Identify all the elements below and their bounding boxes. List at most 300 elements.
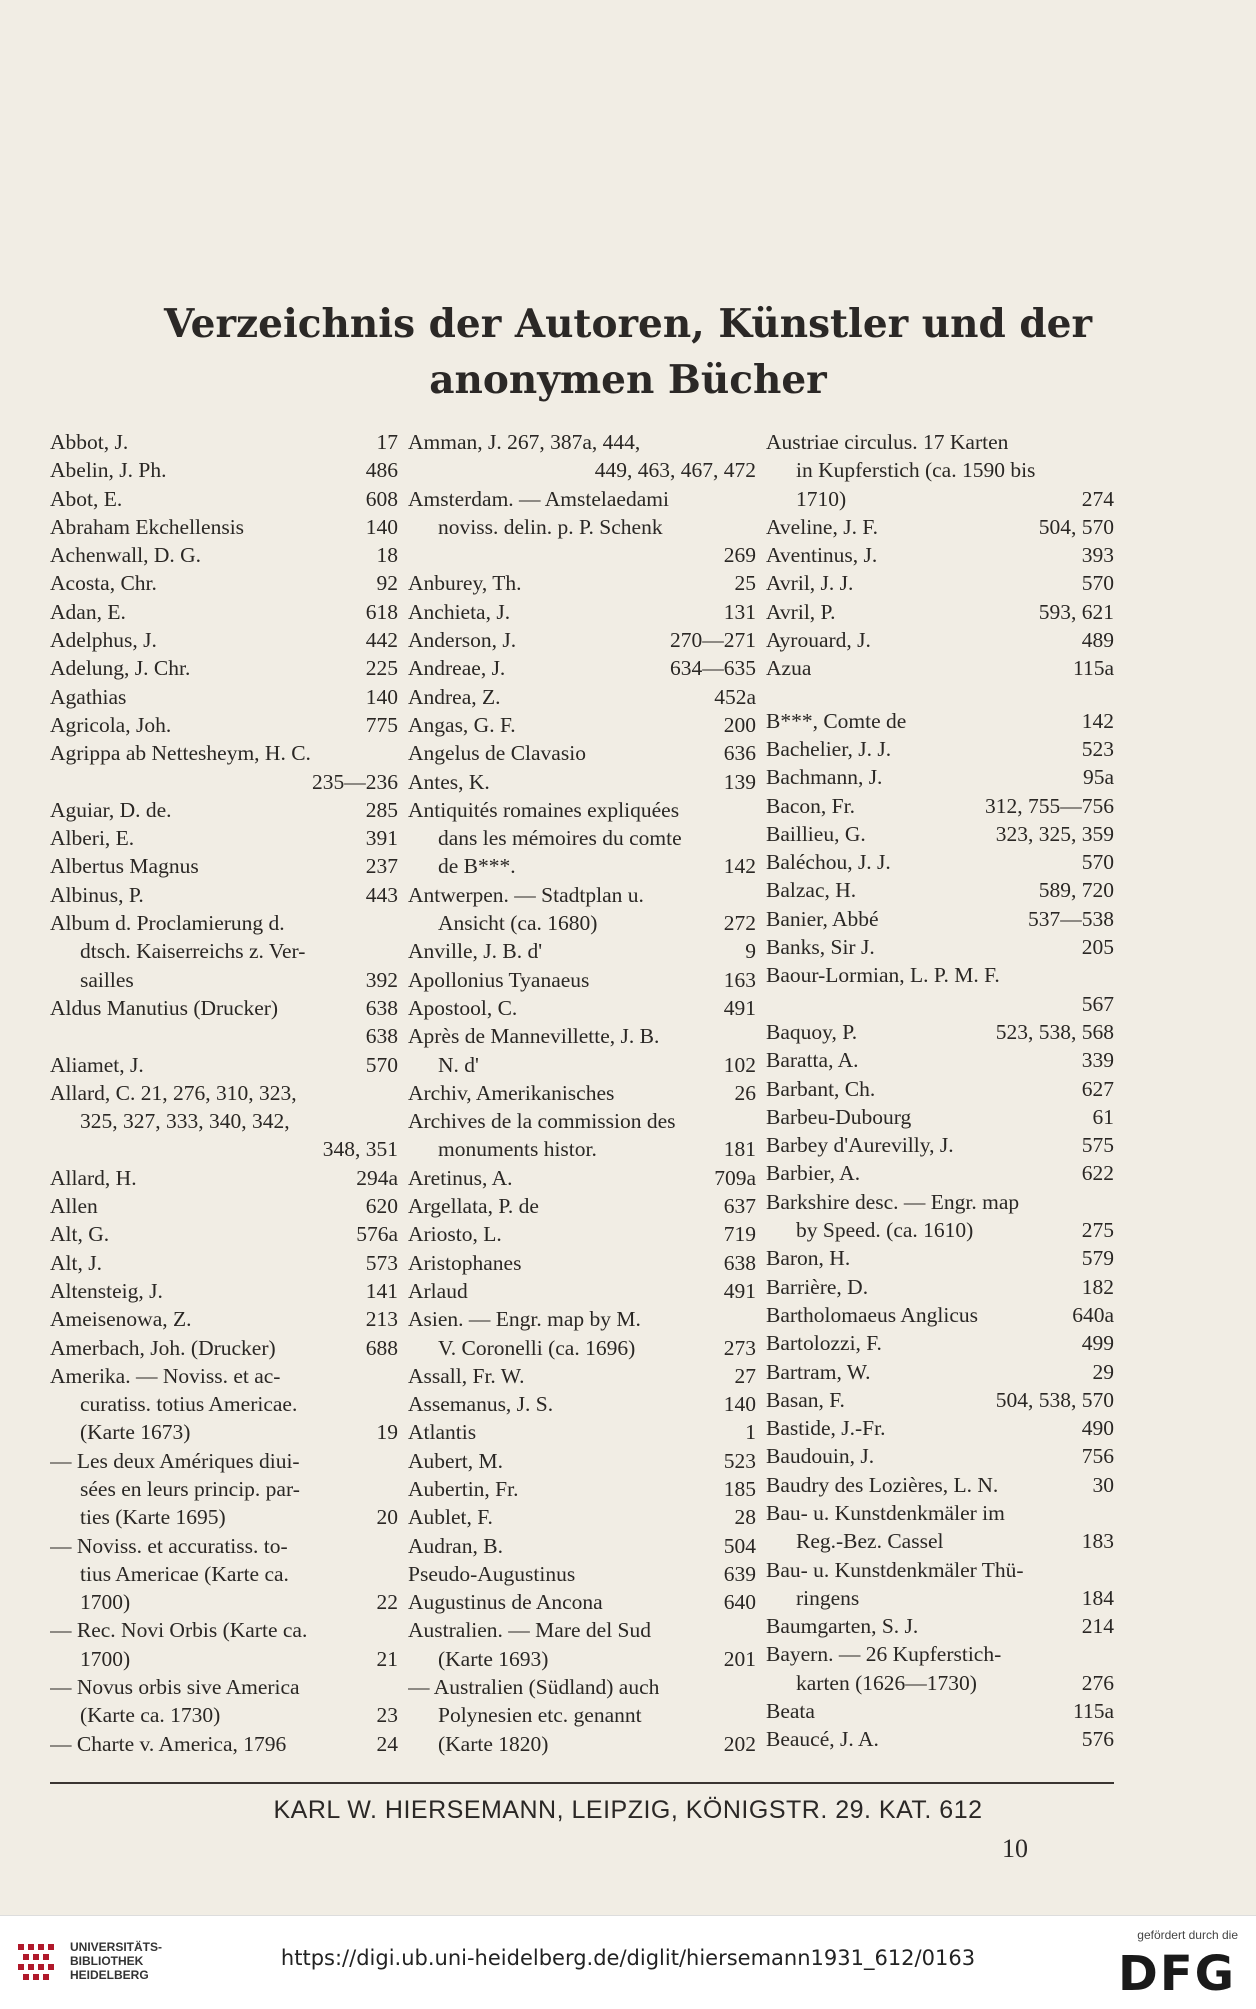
entry-page-ref: 573 xyxy=(365,1250,398,1275)
index-entry xyxy=(766,1471,1114,1499)
entry-page-ref: 312, 755—756 xyxy=(985,793,1114,818)
entry-name: Asien. — Engr. map by M. xyxy=(408,1307,641,1332)
entry-name: Baléchou, J. J. xyxy=(766,850,891,875)
entry-page-ref: 142 xyxy=(1081,708,1114,733)
index-entry xyxy=(766,792,1114,820)
entry-name: Barbey d'Aurevilly, J. xyxy=(766,1133,954,1158)
entry-name: ringens xyxy=(796,1585,860,1610)
entry-name: Anburey, Th. xyxy=(408,571,522,596)
index-entry xyxy=(408,1334,756,1362)
index-column-1 xyxy=(50,428,398,1756)
entry-name: Avril, J. J. xyxy=(766,571,854,596)
entry-page-ref: 575 xyxy=(1081,1133,1114,1158)
index-entry xyxy=(50,966,398,994)
index-entry xyxy=(766,1018,1114,1046)
entry-name: Aldus Manutius (Drucker) xyxy=(50,995,279,1020)
entry-name: Ariosto, L. xyxy=(408,1222,502,1247)
index-entry xyxy=(50,1447,398,1475)
index-entry xyxy=(408,1079,756,1107)
index-entry xyxy=(50,1192,398,1220)
entry-name: Album d. Proclamierung d. xyxy=(50,911,285,936)
index-entry xyxy=(766,1358,1114,1386)
index-entry xyxy=(408,456,756,484)
entry-page-ref: 294a xyxy=(356,1165,398,1190)
index-entry xyxy=(408,1277,756,1305)
entry-page-ref: 270—271 xyxy=(670,628,756,653)
entry-page-ref: 140 xyxy=(365,514,398,539)
entry-page-ref: 756 xyxy=(1081,1444,1114,1469)
index-entry xyxy=(50,1362,398,1390)
entry-page-ref: 523 xyxy=(723,1448,756,1473)
entry-page-ref: 640 xyxy=(723,1590,756,1615)
entry-name: 1710) xyxy=(796,486,847,511)
entry-page-ref: 201 xyxy=(723,1646,756,1671)
index-entry xyxy=(766,1669,1114,1697)
entry-page-ref: 30 xyxy=(1092,1472,1114,1497)
entry-name: Abraham Ekchellensis xyxy=(50,514,245,539)
index-entry xyxy=(766,735,1114,763)
title-line-1: Verzeichnis der Autoren, Künstler und der xyxy=(163,301,1092,347)
entry-name: Polynesien etc. genannt xyxy=(438,1703,642,1728)
index-entry xyxy=(766,1499,1114,1527)
entry-page-ref: 25 xyxy=(734,571,756,596)
entry-name: Antes, K. xyxy=(408,769,490,794)
entry-name: Archives de la commission des xyxy=(408,1109,676,1134)
entry-page-ref: 21 xyxy=(376,1646,398,1671)
entry-name: — Les deux Amériques diui- xyxy=(50,1448,300,1473)
entry-page-ref: 205 xyxy=(1081,935,1114,960)
index-entry xyxy=(50,824,398,852)
entry-page-ref: 185 xyxy=(723,1476,756,1501)
entry-name: Adelung, J. Chr. xyxy=(50,656,191,681)
entry-name: Alt, G. xyxy=(50,1222,110,1247)
entry-name: Avril, P. xyxy=(766,599,836,624)
index-entry xyxy=(50,796,398,824)
index-entry xyxy=(408,683,756,711)
entry-page-ref: 269 xyxy=(723,543,756,568)
index-entry xyxy=(50,1277,398,1305)
entry-page-ref: 115a xyxy=(1073,656,1114,681)
index-entry xyxy=(50,513,398,541)
entry-name: Aublet, F. xyxy=(408,1505,493,1530)
index-entry xyxy=(766,1188,1114,1216)
index-entry xyxy=(50,485,398,513)
entry-page-ref: 449, 463, 467, 472 xyxy=(594,458,756,483)
index-entry xyxy=(766,876,1114,904)
index-entry xyxy=(766,1103,1114,1131)
index-entry xyxy=(408,711,756,739)
entry-page-ref: 576 xyxy=(1081,1727,1114,1752)
index-entry xyxy=(408,824,756,852)
index-entry xyxy=(50,994,398,1022)
page-number: 10 xyxy=(1002,1834,1028,1863)
entry-name: Bastide, J.-Fr. xyxy=(766,1416,886,1441)
entry-page-ref: 142 xyxy=(723,854,756,879)
entry-name: (Karte ca. 1730) xyxy=(80,1703,221,1728)
index-entry xyxy=(766,654,1114,682)
entry-name: Atlantis xyxy=(408,1420,477,1445)
index-entry xyxy=(50,1616,398,1644)
entry-page-ref: 622 xyxy=(1081,1161,1114,1186)
entry-name: — Charte v. America, 1796 xyxy=(50,1731,287,1756)
entry-name: Altensteig, J. xyxy=(50,1278,163,1303)
entry-name: Aventinus, J. xyxy=(766,543,878,568)
entry-page-ref: 489 xyxy=(1081,628,1114,653)
entry-name: Baquoy, P. xyxy=(766,1019,858,1044)
entry-name: Banier, Abbé xyxy=(766,906,879,931)
index-entry xyxy=(50,1532,398,1560)
entry-name: Reg.-Bez. Cassel xyxy=(796,1529,944,1554)
index-entry xyxy=(408,1645,756,1673)
index-entry xyxy=(408,881,756,909)
index-entry xyxy=(50,1051,398,1079)
entry-page-ref: 537—538 xyxy=(1028,906,1114,931)
entry-page-ref: 163 xyxy=(723,967,756,992)
entry-page-ref: 131 xyxy=(723,599,756,624)
entry-page-ref: 213 xyxy=(365,1307,398,1332)
entry-name: Andreae, J. xyxy=(408,656,506,681)
entry-page-ref: 523, 538, 568 xyxy=(995,1019,1114,1044)
entry-page-ref: 275 xyxy=(1081,1218,1114,1243)
entry-page-ref: 638 xyxy=(723,1250,756,1275)
entry-page-ref: 570 xyxy=(1081,850,1114,875)
index-entry xyxy=(766,1273,1114,1301)
index-entry xyxy=(50,1475,398,1503)
entry-name: V. Coronelli (ca. 1696) xyxy=(438,1335,636,1360)
entry-page-ref: 323, 325, 359 xyxy=(995,821,1114,846)
entry-page-ref: 570 xyxy=(1081,571,1114,596)
entry-name: Ayrouard, J. xyxy=(766,628,871,653)
entry-page-ref: 276 xyxy=(1081,1670,1114,1695)
entry-name: Agathias xyxy=(50,684,127,709)
dfg-caption: gefördert durch die xyxy=(1137,1928,1238,1942)
index-entry xyxy=(408,937,756,965)
index-entry xyxy=(50,683,398,711)
entry-name: sées en leurs princip. par- xyxy=(80,1476,300,1501)
index-entry xyxy=(766,456,1114,484)
entry-name: (Karte 1673) xyxy=(80,1420,191,1445)
entry-name: Audran, B. xyxy=(408,1533,503,1558)
index-entry xyxy=(408,1135,756,1163)
entry-name: Assall, Fr. W. xyxy=(408,1363,525,1388)
entry-page-ref: 486 xyxy=(365,458,398,483)
entry-name: Albertus Magnus xyxy=(50,854,199,879)
entry-page-ref: 442 xyxy=(365,628,398,653)
entry-name: Anchieta, J. xyxy=(408,599,511,624)
entry-page-ref: 237 xyxy=(365,854,398,879)
entry-page-ref: 392 xyxy=(365,967,398,992)
index-entry xyxy=(50,852,398,880)
entry-page-ref: 235—236 xyxy=(312,769,398,794)
index-entry xyxy=(766,1301,1114,1329)
entry-page-ref: 17 xyxy=(376,430,398,454)
entry-name: — Australien (Südland) auch xyxy=(408,1675,660,1700)
entry-name: Basan, F. xyxy=(766,1387,845,1412)
entry-page-ref: 115a xyxy=(1073,1699,1114,1724)
index-entry xyxy=(408,1362,756,1390)
entry-page-ref: 638 xyxy=(365,995,398,1020)
entry-name: Baumgarten, S. J. xyxy=(766,1614,919,1639)
entry-page-ref: 182 xyxy=(1081,1274,1114,1299)
index-columns xyxy=(50,428,1114,1756)
index-entry xyxy=(766,848,1114,876)
entry-name: Bau- u. Kunstdenkmäler Thü- xyxy=(766,1557,1024,1582)
index-entry xyxy=(408,1503,756,1531)
entry-name: Allard, C. 21, 276, 310, 323, xyxy=(50,1080,297,1105)
index-entry xyxy=(50,1022,398,1050)
index-entry xyxy=(766,1131,1114,1159)
dfg-logo: DFG xyxy=(1117,1946,1236,2002)
index-entry xyxy=(50,1560,398,1588)
index-entry xyxy=(766,1442,1114,1470)
entry-name: by Speed. (ca. 1610) xyxy=(796,1218,974,1243)
index-entry xyxy=(50,1079,398,1107)
index-entry xyxy=(408,1673,756,1701)
entry-page-ref: 709a xyxy=(714,1165,756,1190)
index-entry xyxy=(50,909,398,937)
entry-name: Amerika. — Noviss. et ac- xyxy=(50,1363,281,1388)
entry-page-ref: 19 xyxy=(376,1420,398,1445)
entry-name: de B***. xyxy=(438,854,516,879)
entry-name: Albinus, P. xyxy=(50,882,144,907)
entry-name: 1700) xyxy=(80,1590,131,1615)
entry-page-ref: 589, 720 xyxy=(1038,878,1114,903)
entry-name: Antwerpen. — Stadtplan u. xyxy=(408,882,644,907)
entry-page-ref: 634—635 xyxy=(670,656,756,681)
index-entry xyxy=(408,654,756,682)
index-entry xyxy=(766,1386,1114,1414)
entry-page-ref: 200 xyxy=(723,712,756,737)
entry-page-ref: 593, 621 xyxy=(1038,599,1114,624)
index-entry xyxy=(50,654,398,682)
index-entry xyxy=(408,1164,756,1192)
entry-name: Baratta, A. xyxy=(766,1048,859,1073)
entry-name: Bartholomaeus Anglicus xyxy=(766,1302,978,1327)
entry-page-ref: 27 xyxy=(734,1363,756,1388)
title-line-2: anonymen Bücher xyxy=(429,357,827,403)
ub-line-3: HEIDELBERG xyxy=(70,1968,149,1982)
entry-name: Beaucé, J. A. xyxy=(766,1727,879,1752)
entry-page-ref: 775 xyxy=(365,712,398,737)
entry-page-ref: 504, 570 xyxy=(1038,514,1114,539)
entry-page-ref: 688 xyxy=(365,1335,398,1360)
entry-page-ref: 639 xyxy=(723,1561,756,1586)
entry-name: Adan, E. xyxy=(50,599,126,624)
entry-page-ref: 140 xyxy=(723,1392,756,1417)
entry-page-ref: 225 xyxy=(365,656,398,681)
entry-page-ref: 285 xyxy=(365,797,398,822)
entry-name: — Rec. Novi Orbis (Karte ca. xyxy=(50,1618,308,1643)
entry-page-ref: 579 xyxy=(1081,1246,1114,1271)
entry-name: in Kupferstich (ca. 1590 bis xyxy=(796,458,1036,483)
index-entry xyxy=(50,456,398,484)
entry-page-ref: 9 xyxy=(745,939,756,964)
index-entry xyxy=(766,1697,1114,1725)
entry-name: — Novus orbis sive America xyxy=(50,1675,300,1700)
entry-name: Ameisenowa, Z. xyxy=(50,1307,192,1332)
entry-page-ref: 28 xyxy=(734,1505,756,1530)
index-entry xyxy=(50,937,398,965)
entry-name: N. d' xyxy=(438,1052,479,1077)
permalink-url[interactable]: https://digi.ub.uni-heidelberg.de/diglit/hiersemann1931_612/0163 xyxy=(280,1946,976,1970)
entry-name: Bayern. — 26 Kupferstich- xyxy=(766,1642,1002,1667)
index-entry xyxy=(50,569,398,597)
entry-name: karten (1626—1730) xyxy=(796,1670,977,1695)
entry-name: Angas, G. F. xyxy=(408,712,516,737)
entry-name: Apostool, C. xyxy=(408,995,518,1020)
entry-page-ref: 443 xyxy=(365,882,398,907)
index-entry xyxy=(50,1588,398,1616)
index-entry xyxy=(408,1220,756,1248)
index-entry xyxy=(408,1051,756,1079)
entry-page-ref: 183 xyxy=(1081,1529,1114,1554)
entry-name: Agrippa ab Nettesheym, H. C. xyxy=(50,741,311,766)
index-entry xyxy=(408,1730,756,1758)
entry-name: Austriae circulus. 17 Karten xyxy=(766,430,1009,454)
entry-name: dtsch. Kaiserreichs z. Ver- xyxy=(80,939,306,964)
entry-page-ref: 499 xyxy=(1081,1331,1114,1356)
index-entry xyxy=(50,1249,398,1277)
entry-page-ref: 18 xyxy=(376,543,398,568)
entry-name: Australien. — Mare del Sud xyxy=(408,1618,652,1643)
index-entry xyxy=(50,768,398,796)
entry-name: curatiss. totius Americae. xyxy=(80,1392,298,1417)
entry-name: Amsterdam. — Amstelaedami xyxy=(408,486,669,511)
index-entry xyxy=(766,707,1114,735)
entry-name: Azua xyxy=(766,656,812,681)
index-column-2 xyxy=(408,428,756,1756)
entry-name: Archiv, Amerikanisches xyxy=(408,1080,615,1105)
entry-name: Anville, J. B. d' xyxy=(408,939,543,964)
index-entry xyxy=(50,1107,398,1135)
entry-page-ref: 393 xyxy=(1081,543,1114,568)
index-entry xyxy=(408,1616,756,1644)
entry-name: Bachmann, J. xyxy=(766,765,883,790)
entry-page-ref: 23 xyxy=(376,1703,398,1728)
publisher-line: KARL W. HIERSEMANN, LEIPZIG, KÖNIGSTR. 29. KAT. 612 xyxy=(273,1796,983,1824)
entry-page-ref: 491 xyxy=(723,995,756,1020)
entry-name: Après de Mannevillette, J. B. xyxy=(408,1024,660,1049)
entry-name: Abbot, J. xyxy=(50,430,129,454)
entry-name: Bau- u. Kunstdenkmäler im xyxy=(766,1500,1005,1525)
index-entry xyxy=(50,1673,398,1701)
entry-name: 325, 327, 333, 340, 342, xyxy=(80,1109,290,1134)
entry-page-ref: 24 xyxy=(376,1731,398,1756)
entry-name: (Karte 1693) xyxy=(438,1646,549,1671)
entry-name: monuments histor. xyxy=(438,1137,597,1162)
index-entry xyxy=(408,1418,756,1446)
entry-name: Aubertin, Fr. xyxy=(408,1476,519,1501)
entry-name: Beata xyxy=(766,1699,815,1724)
index-entry xyxy=(766,933,1114,961)
index-entry xyxy=(50,626,398,654)
entry-page-ref: 576a xyxy=(356,1222,398,1247)
index-entry xyxy=(408,1532,756,1560)
entry-page-ref: 184 xyxy=(1081,1585,1114,1610)
index-entry xyxy=(408,739,756,767)
index-entry xyxy=(408,1192,756,1220)
entry-name: noviss. delin. p. P. Schenk xyxy=(438,514,663,539)
index-entry xyxy=(408,1305,756,1333)
entry-name: Bacon, Fr. xyxy=(766,793,855,818)
entry-name: Antiquités romaines expliquées xyxy=(408,797,680,822)
index-entry xyxy=(766,820,1114,848)
entry-page-ref: 618 xyxy=(365,599,398,624)
index-entry xyxy=(50,1701,398,1729)
index-entry xyxy=(50,1305,398,1333)
index-entry xyxy=(50,598,398,626)
index-entry xyxy=(766,1244,1114,1272)
index-entry xyxy=(766,763,1114,791)
index-entry xyxy=(408,598,756,626)
entry-name: ties (Karte 1695) xyxy=(80,1505,226,1530)
index-entry xyxy=(766,1725,1114,1753)
index-entry xyxy=(766,990,1114,1018)
index-entry xyxy=(408,485,756,513)
index-entry xyxy=(408,1249,756,1277)
ub-line-2: BIBLIOTHEK xyxy=(70,1954,144,1968)
index-entry xyxy=(408,513,756,541)
entry-name: Barbeu-Dubourg xyxy=(766,1104,912,1129)
entry-name: Aristophanes xyxy=(408,1250,522,1275)
entry-page-ref: 102 xyxy=(723,1052,756,1077)
ub-line-1: UNIVERSITÄTS- xyxy=(70,1940,163,1954)
entry-name: Bartolozzi, F. xyxy=(766,1331,882,1356)
entry-page-ref: 141 xyxy=(365,1278,398,1303)
index-entry xyxy=(766,1216,1114,1244)
index-entry xyxy=(766,1329,1114,1357)
entry-page-ref: 391 xyxy=(365,826,398,851)
entry-page-ref: 504, 538, 570 xyxy=(995,1387,1114,1412)
entry-name: sailles xyxy=(80,967,134,992)
entry-name: Bartram, W. xyxy=(766,1359,871,1384)
entry-page-ref: 181 xyxy=(723,1137,756,1162)
index-entry xyxy=(408,1475,756,1503)
entry-name: Barkshire desc. — Engr. map xyxy=(766,1189,1020,1214)
entry-name: Baillieu, G. xyxy=(766,821,866,846)
entry-name: Alberi, E. xyxy=(50,826,135,851)
index-entry xyxy=(50,881,398,909)
entry-name: Allen xyxy=(50,1194,98,1219)
entry-name: Barrière, D. xyxy=(766,1274,869,1299)
entry-name: Adelphus, J. xyxy=(50,628,157,653)
entry-page-ref: 339 xyxy=(1081,1048,1114,1073)
index-entry xyxy=(50,1730,398,1758)
index-entry xyxy=(408,569,756,597)
index-entry xyxy=(50,541,398,569)
entry-name: B***, Comte de xyxy=(766,708,907,733)
index-entry xyxy=(408,768,756,796)
entry-name: Baron, H. xyxy=(766,1246,851,1271)
index-entry xyxy=(50,1135,398,1163)
entry-name: Abelin, J. Ph. xyxy=(50,458,167,483)
entry-page-ref: 608 xyxy=(365,486,398,511)
index-entry xyxy=(766,1612,1114,1640)
entry-page-ref: 620 xyxy=(365,1194,398,1219)
entry-name: Achenwall, D. G. xyxy=(50,543,202,568)
index-entry xyxy=(50,1418,398,1446)
entry-name: Banks, Sir J. xyxy=(766,935,875,960)
entry-page-ref: 490 xyxy=(1081,1416,1114,1441)
index-entry xyxy=(766,626,1114,654)
entry-name: Apollonius Tyanaeus xyxy=(408,967,590,992)
entry-page-ref: 26 xyxy=(734,1080,756,1105)
entry-page-ref: 29 xyxy=(1092,1359,1114,1384)
index-entry xyxy=(408,1588,756,1616)
entry-name: — Noviss. et accuratiss. to- xyxy=(50,1533,288,1558)
index-entry xyxy=(766,1075,1114,1103)
entry-name: Arlaud xyxy=(408,1278,468,1303)
